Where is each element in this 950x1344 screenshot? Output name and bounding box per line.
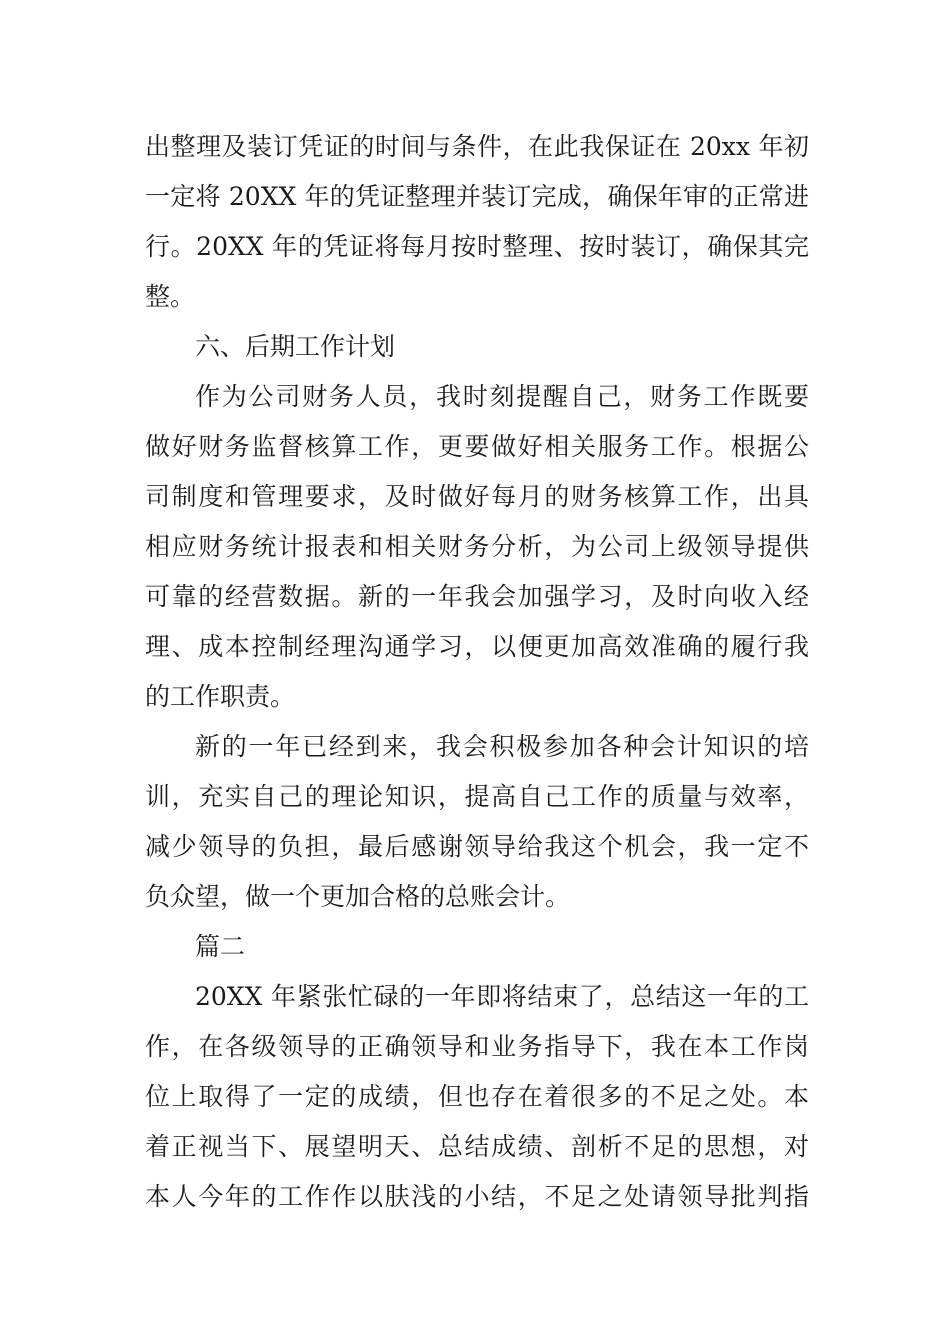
text-line: 新的一年已经到来，我会积极参加各种会计知识的培 xyxy=(195,732,809,761)
text-line: 司制度和管理要求，及时做好每月的财务核算工作，出具 xyxy=(145,482,809,511)
text-line: 相应财务统计报表和相关财务分析，为公司上级领导提供 xyxy=(145,532,809,561)
text-line: 整。 xyxy=(145,282,196,311)
text-line: 训，充实自己的理论知识，提高自己工作的质量与效率， xyxy=(145,782,809,811)
text-line: 负众望，做一个更加合格的总账会计。 xyxy=(145,882,571,911)
text-line: 行。20XX 年的凭证将每月按时整理、按时装订，确保其完 xyxy=(145,232,809,261)
text-line: 减少领导的负担，最后感谢领导给我这个机会，我一定不 xyxy=(145,832,809,861)
text-line: 位上取得了一定的成绩，但也存在着很多的不足之处。本 xyxy=(145,1082,809,1111)
text-line: 理、成本控制经理沟通学习，以便更加高效准确的履行我 xyxy=(145,632,809,661)
text-line: 着正视当下、展望明天、总结成绩、剖析不足的思想，对 xyxy=(145,1132,809,1161)
text-line: 作，在各级领导的正确领导和业务指导下，我在本工作岗 xyxy=(145,1032,809,1061)
text-line: 可靠的经营数据。新的一年我会加强学习，及时向收入经 xyxy=(145,582,809,611)
document-body xyxy=(145,122,809,1222)
text-line: 作为公司财务人员，我时刻提醒自己，财务工作既要 xyxy=(195,382,809,411)
text-line: 出整理及装订凭证的时间与条件，在此我保证在 20xx 年初 xyxy=(145,132,809,161)
section-heading: 篇二 xyxy=(195,932,246,961)
text-line: 一定将 20XX 年的凭证整理并装订完成，确保年审的正常进 xyxy=(145,182,809,211)
section-heading: 六、后期工作计划 xyxy=(195,332,396,361)
text-line: 的工作职责。 xyxy=(145,682,296,711)
text-line: 做好财务监督核算工作，更要做好相关服务工作。根据公 xyxy=(145,432,809,461)
text-line: 20XX 年紧张忙碌的一年即将结束了，总结这一年的工 xyxy=(195,982,809,1011)
text-line: 本人今年的工作作以肤浅的小结，不足之处请领导批判指 xyxy=(145,1182,809,1211)
